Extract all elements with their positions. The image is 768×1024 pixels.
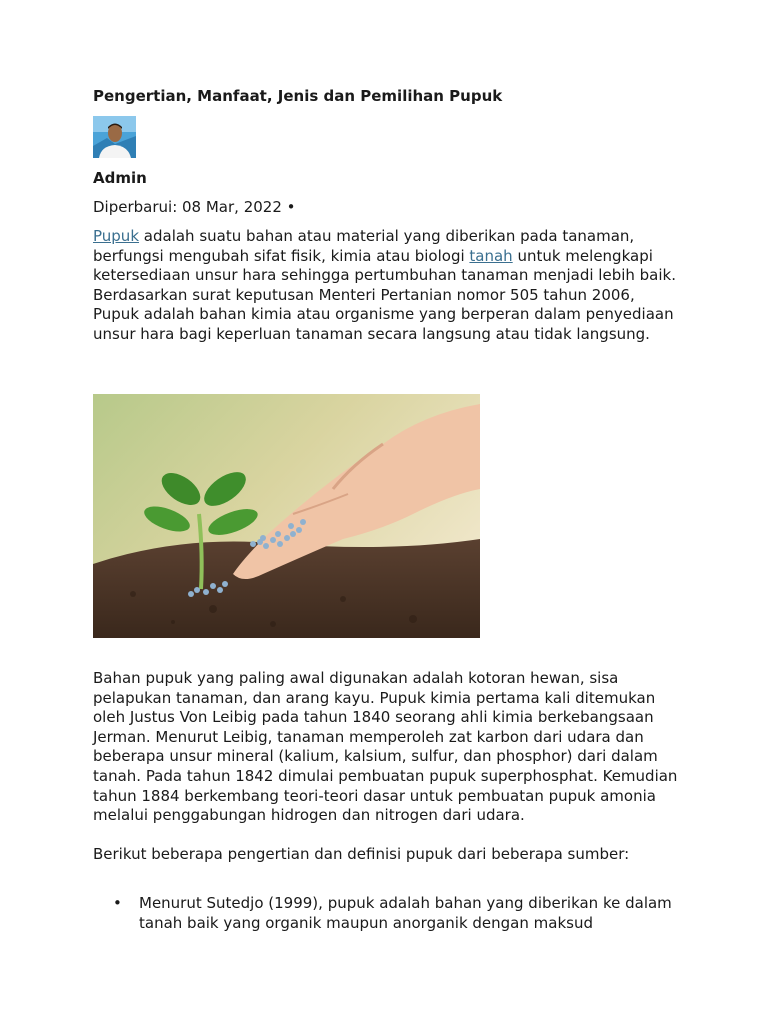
updated-date: Diperbarui: 08 Mar, 2022 • <box>93 198 296 216</box>
list-bullet: • <box>113 894 122 912</box>
link-tanah[interactable]: tanah <box>469 246 513 265</box>
definitions-list <box>93 893 683 933</box>
intro-paragraph <box>93 227 683 345</box>
definitions-intro: Berikut beberapa pengertian dan definisi pupuk dari beberapa sumber: <box>93 845 630 863</box>
fertilizer-plant-image <box>93 394 480 638</box>
link-pupuk[interactable]: Pupuk <box>93 227 140 245</box>
history-paragraph: Bahan pupuk yang paling awal digunakan adalah kotoran hewan, sisa pelapukan tanaman, dan arang kayu. Pupuk kimia pertama kali ditemukan oleh Justus Von Leibig pada tahun 1840 seorang ahli kimia berkebangsaan Jerman. Menurut Leibig, tanaman memperoleh zat karbon dari udara dan beberapa unsur mineral (kalium, kalsium, sulfur, dan phosphor) dari dalam tanah. Pada tahun 1842 dimulai pembuatan pupuk superphosphat. Kemudian tahun 1884 berkembang teori-teori dasar untuk pembuatan pupuk amonia melalui penggabungan hidrogen dan nitrogen dari udara. <box>93 669 678 825</box>
article-title: Pengertian, Manfaat, Jenis dan Pemilihan Pupuk <box>93 87 503 105</box>
author-name[interactable]: Admin <box>93 169 147 187</box>
list-item <box>93 893 683 933</box>
intro-text-1: adalah suatu bahan atau material yang diberikan pada tanaman, berfungsi mengubah sifat fisik, kimia atau biologi <box>93 227 635 265</box>
list-item-text: Menurut Sutedjo (1999), pupuk adalah bahan yang diberikan ke dalam tanah baik yang organik maupun anorganik dengan maksud <box>139 894 672 932</box>
intro-text-2: untuk melengkapi ketersediaan unsur hara sehingga pertumbuhan tanaman menjadi lebih baik. Berdasarkan surat keputusan Menteri Pertanian nomor 505 tahun 2006, Pupuk adalah bahan kimia atau organisme yang berperan dalam penyediaan unsur hara bagi keperluan tanaman secara langsung atau tidak langsung. <box>93 246 677 343</box>
author-avatar[interactable] <box>93 116 136 158</box>
